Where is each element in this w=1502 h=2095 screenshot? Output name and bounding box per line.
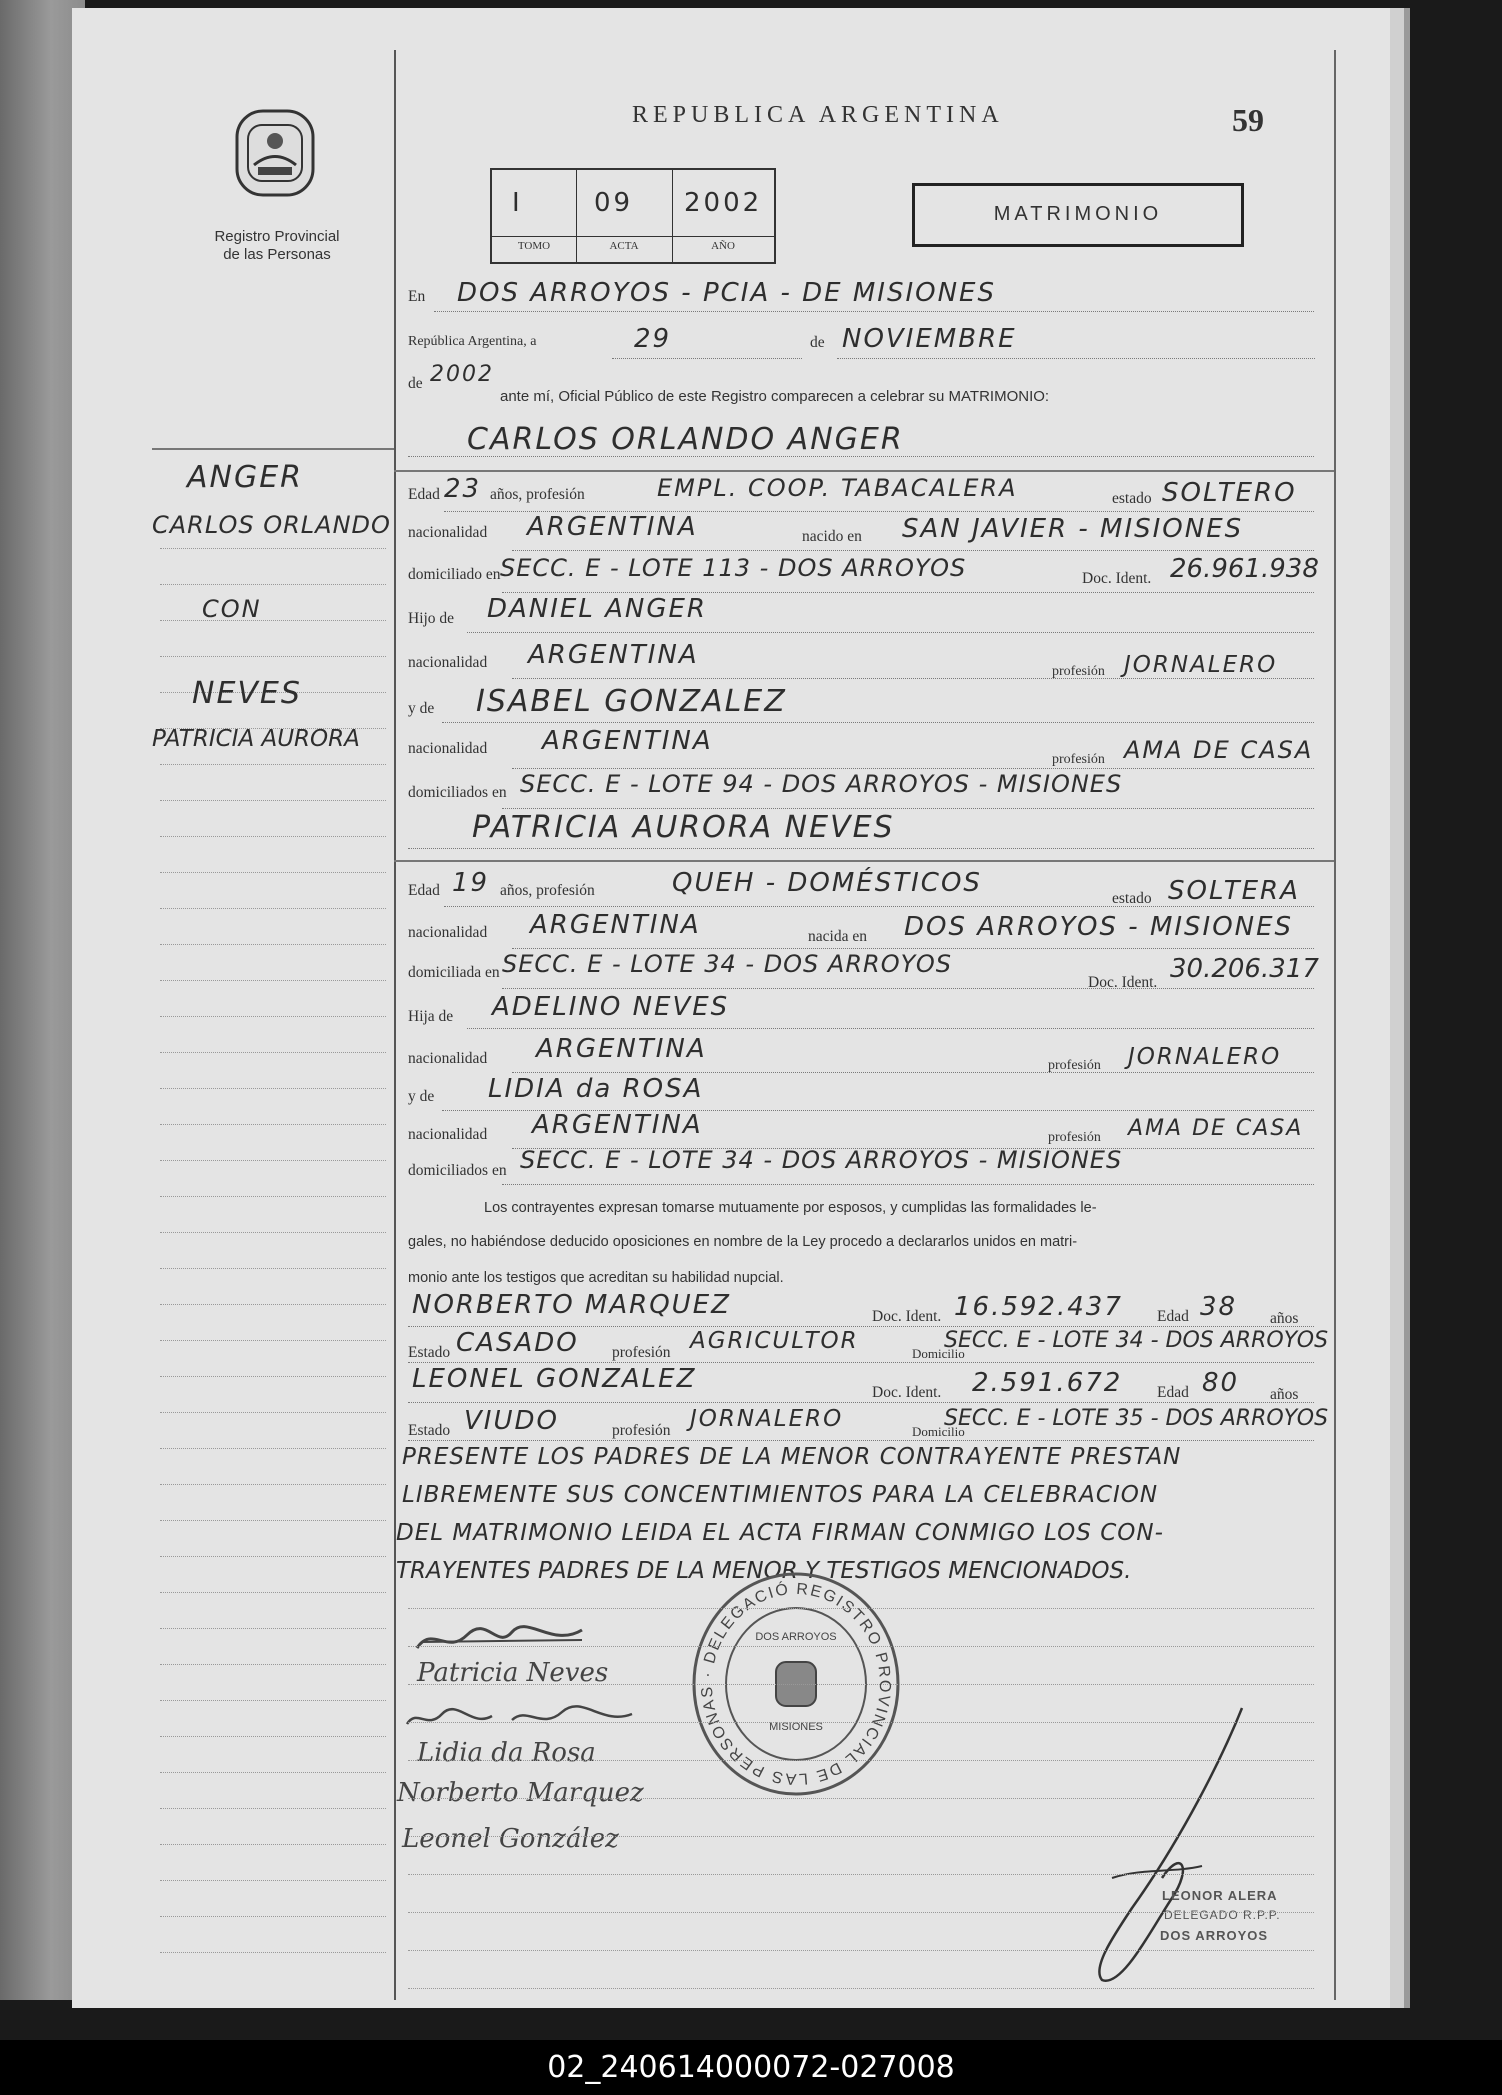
b-padres-dom-label: domiciliados en <box>408 1162 507 1179</box>
margin-rule <box>160 1160 386 1161</box>
g-padres-dom-label: domiciliados en <box>408 784 507 801</box>
g-madre-nac: ARGENTINA <box>542 726 713 756</box>
margin-rule <box>160 656 386 657</box>
year: 2002 <box>430 362 494 387</box>
g-nac-label: nacionalidad <box>408 524 488 541</box>
bride-full-name: PATRICIA AURORA NEVES <box>472 810 895 845</box>
margin-rule <box>160 1196 386 1197</box>
b-padres-dom: SECC. E - LOTE 34 - DOS ARROYOS - MISIONES <box>520 1146 1123 1174</box>
body-rule <box>408 1798 1314 1799</box>
tomo-label: TOMO <box>492 236 576 252</box>
margin-rule <box>160 764 386 765</box>
margin-rule <box>160 1448 386 1449</box>
margin-divider <box>394 50 396 2000</box>
b-dom-label: domiciliada en <box>408 964 500 981</box>
act-type: MATRIMONIO <box>993 203 1163 225</box>
margin-groom-surname: ANGER <box>187 460 304 495</box>
margin-bride-names: PATRICIA AURORA <box>152 726 360 752</box>
w2-estado-label: Estado <box>408 1422 451 1439</box>
b-doc: 30.206.317 <box>1170 954 1319 984</box>
b-madre-prof-label: profesión <box>1048 1130 1101 1145</box>
b-estado: SOLTERA <box>1168 876 1300 906</box>
b-padre: ADELINO NEVES <box>492 992 730 1022</box>
b-padre-nac-label: nacionalidad <box>408 1050 488 1067</box>
w1-prof-label: profesión <box>612 1344 671 1361</box>
stamp-ring-text: REGISTRO PROVINCIAL DE LAS PERSONAS · DELEGACIÓ <box>698 1580 894 1788</box>
margin-rule <box>160 980 386 981</box>
g-madre-prof: AMA DE CASA <box>1124 736 1314 764</box>
note-line-2: LIBREMENTE SUS CONCENTIMIENTOS PARA LA CELEBRACION <box>402 1482 1159 1508</box>
official-signature <box>1072 1698 1312 1993</box>
b-padre-prof-label: profesión <box>1048 1058 1101 1073</box>
w1-doc: 16.592.437 <box>954 1292 1123 1322</box>
w2-edad-label: Edad <box>1157 1384 1189 1401</box>
w2-doc: 2.591.672 <box>972 1368 1123 1398</box>
en-label: En <box>408 288 426 305</box>
w2-doc-label: Doc. Ident. <box>872 1384 942 1401</box>
b-nacido-label: nacida en <box>808 928 867 945</box>
g-madre-nac-label: nacionalidad <box>408 740 488 757</box>
margin-rule <box>160 1052 386 1053</box>
b-hijo-label: Hija de <box>408 1008 454 1025</box>
g-madre-prof-label: profesión <box>1052 752 1105 767</box>
g-padre-prof-label: profesión <box>1052 664 1105 679</box>
formal-text-3: monio ante los testigos que acreditan su habilidad nupcial. <box>408 1270 784 1286</box>
g-padre-nac-label: nacionalidad <box>408 654 488 671</box>
g-edad-label: Edad <box>408 486 440 503</box>
b-yde-label: y de <box>408 1088 435 1105</box>
signature-extra <box>402 1700 642 1741</box>
stamp-sub-text: MISIONES <box>769 1721 823 1733</box>
de2-label: de <box>408 375 423 392</box>
margin-groom-names: CARLOS ORLANDO <box>152 511 391 539</box>
w2-dom-label: Domicilio <box>912 1424 965 1439</box>
b-nac-label: nacionalidad <box>408 924 488 941</box>
official-stamp-line-1: LEONOR ALERA <box>1162 1888 1278 1903</box>
margin-rule <box>160 1736 386 1737</box>
body-rule <box>408 1608 1314 1609</box>
body-rule <box>408 1646 1314 1647</box>
country-title: REPUBLICA ARGENTINA <box>632 102 1004 128</box>
margin-rule <box>160 1772 386 1773</box>
b-nacido: DOS ARROYOS - MISIONES <box>904 912 1294 942</box>
g-nacido: SAN JAVIER - MISIONES <box>902 514 1244 544</box>
formal-text-1: Los contrayentes expresan tomarse mutuamente por esposos, y cumplidas las formalidades le- <box>484 1200 1097 1216</box>
margin-rule <box>160 1376 386 1377</box>
g-nacionalidad: ARGENTINA <box>527 512 698 542</box>
b-madre-nac-label: nacionalidad <box>408 1126 488 1143</box>
g-doc-label: Doc. Ident. <box>1082 570 1152 587</box>
margin-rule <box>160 548 386 549</box>
right-border <box>1334 50 1336 2000</box>
body-rule <box>408 1912 1314 1913</box>
g-edad: 23 <box>444 474 482 504</box>
g-estado: SOLTERO <box>1162 478 1297 508</box>
register-page <box>72 8 1404 2008</box>
margin-rule <box>160 1808 386 1809</box>
ante-text: ante mí, Oficial Público de este Registro comparecen a celebrar su MATRIMONIO: <box>500 388 1050 405</box>
b-estado-label: estado <box>1112 890 1152 907</box>
w2-anos: años <box>1270 1386 1299 1403</box>
note-line-4: TRAYENTES PADRES DE LA MENOR Y TESTIGOS MENCIONADOS. <box>396 1558 1132 1584</box>
g-yde-label: y de <box>408 700 435 717</box>
day: 29 <box>634 324 672 354</box>
g-nacido-label: nacido en <box>802 528 862 545</box>
g-padre-nac: ARGENTINA <box>528 640 699 670</box>
republica-label: República Argentina, a <box>408 334 537 349</box>
b-nacionalidad: ARGENTINA <box>530 910 701 940</box>
b-madre-nac: ARGENTINA <box>532 1110 703 1140</box>
acta-value: 09 <box>594 188 634 218</box>
body-rule <box>408 1836 1314 1837</box>
page-number: 59 <box>1232 102 1264 138</box>
margin-rule <box>160 1268 386 1269</box>
margin-rule <box>160 1124 386 1125</box>
margin-rule <box>160 1484 386 1485</box>
w1-name: NORBERTO MARQUEZ <box>412 1290 731 1320</box>
formal-text-2: gales, no habiéndose deducido oposiciones en nombre de la Ley procedo a declararlos unidos en matri- <box>408 1234 1078 1250</box>
b-madre-prof: AMA DE CASA <box>1128 1116 1304 1141</box>
place: DOS ARROYOS - PCIA - DE MISIONES <box>457 278 996 308</box>
ano-label: AÑO <box>672 236 774 252</box>
g-padre: DANIEL ANGER <box>487 594 707 624</box>
margin-rule <box>160 1520 386 1521</box>
margin-rule <box>160 800 386 801</box>
margin-rule <box>160 1412 386 1413</box>
b-padre-nac: ARGENTINA <box>536 1034 707 1064</box>
margin-rule <box>160 1232 386 1233</box>
body-rule <box>408 1760 1314 1761</box>
margin-rule <box>160 1664 386 1665</box>
w1-anos: años <box>1270 1310 1299 1327</box>
body-rule <box>408 1988 1314 1989</box>
g-domicilio: SECC. E - LOTE 113 - DOS ARROYOS <box>500 554 967 582</box>
b-edad-label: Edad <box>408 882 440 899</box>
de-label: de <box>810 334 825 351</box>
w2-name: LEONEL GONZALEZ <box>412 1364 697 1394</box>
groom-full-name: CARLOS ORLANDO ANGER <box>467 422 904 457</box>
b-domicilio: SECC. E - LOTE 34 - DOS ARROYOS <box>502 950 952 978</box>
w2-edad: 80 <box>1202 1368 1240 1398</box>
stamp-inner-text: DOS ARROYOS <box>755 1631 837 1643</box>
scan-caption: 02_240614000072-027008 <box>0 2040 1502 2095</box>
margin-rule <box>160 1628 386 1629</box>
w1-domicilio: SECC. E - LOTE 34 - DOS ARROYOS <box>944 1328 1329 1353</box>
ano-value: 2002 <box>684 188 763 218</box>
g-dom-label: domiciliado en <box>408 566 501 583</box>
record-box <box>490 168 776 264</box>
act-type-box <box>912 183 1244 247</box>
b-doc-label: Doc. Ident. <box>1088 974 1158 991</box>
signature-4: Leonel González <box>402 1824 619 1854</box>
margin-rule <box>160 1340 386 1341</box>
margin-rule <box>160 1700 386 1701</box>
tomo-value: I <box>512 188 523 218</box>
margin-rule <box>160 1556 386 1557</box>
w1-estado: CASADO <box>456 1328 579 1358</box>
w2-prof-label: profesión <box>612 1422 671 1439</box>
margin-rule <box>160 1592 386 1593</box>
margin-rule <box>160 1880 386 1881</box>
signature-1: Patricia Neves <box>417 1658 609 1688</box>
body-rule <box>408 1722 1314 1723</box>
w2-domicilio: SECC. E - LOTE 35 - DOS ARROYOS <box>944 1406 1329 1431</box>
margin-rule <box>160 1088 386 1089</box>
b-madre: LIDIA da ROSA <box>488 1074 704 1104</box>
signature-3: Norberto Marquez <box>397 1778 644 1808</box>
g-anos-label: años, profesión <box>490 486 585 503</box>
w1-doc-label: Doc. Ident. <box>872 1308 942 1325</box>
margin-rule <box>160 1016 386 1017</box>
margin-rule <box>160 620 386 621</box>
margin-bride-surname: NEVES <box>192 676 302 711</box>
margin-rule <box>160 836 386 837</box>
official-stamp-line-2: DELEGADO R.P.P. <box>1164 1908 1281 1922</box>
margin-rule <box>160 1952 386 1953</box>
g-hijo-label: Hijo de <box>408 610 455 627</box>
b-edad: 19 <box>452 868 490 898</box>
w1-edad: 38 <box>1200 1292 1238 1322</box>
w1-edad-label: Edad <box>1157 1308 1189 1325</box>
provincial-seal-logo <box>232 103 318 201</box>
note-line-1: PRESENTE LOS PADRES DE LA MENOR CONTRAYENTE PRESTAN <box>402 1444 1182 1470</box>
g-profesion: EMPL. COOP. TABACALERA <box>657 474 1018 502</box>
acta-label: ACTA <box>576 236 672 252</box>
margin-rule <box>160 1304 386 1305</box>
official-stamp-line-3: DOS ARROYOS <box>1160 1928 1269 1943</box>
signature-2: Lidia da Rosa <box>417 1738 596 1768</box>
registry-name: Registro Provincial de las Personas <box>214 228 340 263</box>
margin-con: CON <box>202 595 262 623</box>
body-rule <box>408 1950 1314 1951</box>
w1-dom-label: Domicilio <box>912 1346 965 1361</box>
g-padre-prof: JORNALERO <box>1124 652 1278 678</box>
margin-rule <box>160 908 386 909</box>
b-anos-label: años, profesión <box>500 882 595 899</box>
w1-profesion: AGRICULTOR <box>690 1328 859 1354</box>
margin-rule <box>160 944 386 945</box>
margin-rule <box>160 872 386 873</box>
g-padres-dom: SECC. E - LOTE 94 - DOS ARROYOS - MISIONES <box>520 770 1123 798</box>
g-estado-label: estado <box>1112 490 1152 507</box>
b-padre-prof: JORNALERO <box>1128 1044 1282 1070</box>
margin-rule <box>160 1916 386 1917</box>
w1-estado-label: Estado <box>408 1344 451 1361</box>
g-doc: 26.961.938 <box>1170 554 1319 584</box>
w2-estado: VIUDO <box>464 1406 559 1436</box>
b-profesion: QUEH - DOMÉSTICOS <box>672 868 982 898</box>
note-line-3: DEL MATRIMONIO LEIDA EL ACTA FIRMAN CONMIGO LOS CON- <box>396 1520 1164 1546</box>
body-rule <box>408 1874 1314 1875</box>
month: NOVIEMBRE <box>842 324 1017 354</box>
body-rule <box>408 1684 1314 1685</box>
margin-rule <box>160 584 386 585</box>
margin-rule <box>160 1844 386 1845</box>
w2-profesion: JORNALERO <box>690 1406 844 1432</box>
g-madre: ISABEL GONZALEZ <box>476 684 787 719</box>
